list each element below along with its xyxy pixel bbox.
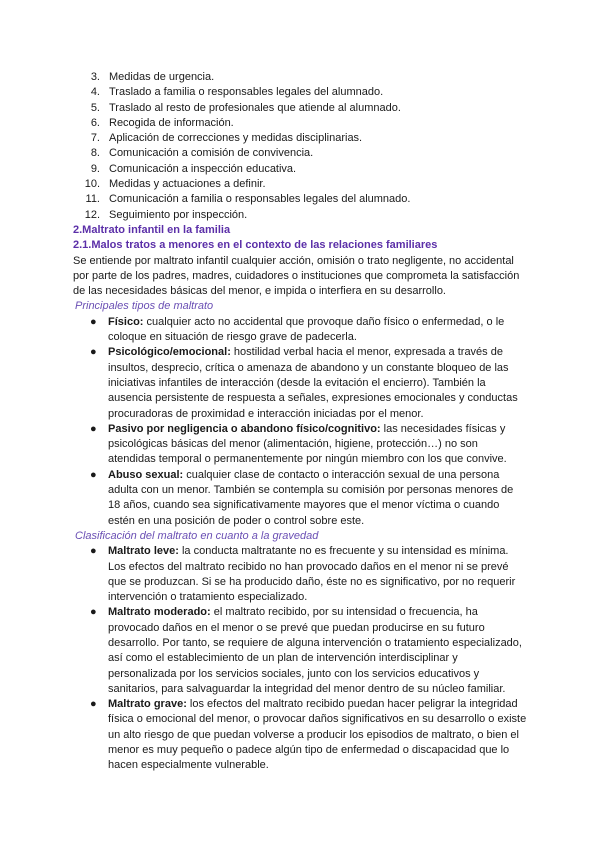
- list-item: [73, 422, 528, 468]
- step-text: Seguimiento por inspección.: [109, 208, 248, 221]
- step-text: Medidas de urgencia.: [109, 71, 215, 83]
- step-text: Comunicación a inspección educativa.: [109, 162, 297, 175]
- item-desc: las necesidades físicas y psicológicas básicas del menor (alimentación, higiene, protección…) no son atendidas temporal o permanentemente por ningún miembro con los que convive.: [108, 422, 507, 466]
- types-list: [73, 315, 528, 529]
- step-text: Comunicación a familia o responsables legales del alumnado.: [109, 193, 411, 206]
- bullet-icon: ●: [90, 606, 97, 619]
- step-text: Medidas y actuaciones a definir.: [109, 178, 266, 191]
- item-term: Físico:: [108, 315, 144, 328]
- bullet-icon: ●: [90, 315, 97, 328]
- step-text: Traslado al resto de profesionales que atiende al alumnado.: [109, 101, 401, 114]
- list-item: 11. Comunicación a familia o responsables legales del alumnado.: [85, 193, 411, 206]
- list-item: 3. Medidas de urgencia.: [90, 71, 215, 83]
- list-item: [73, 468, 528, 529]
- item-desc: la conducta maltratante no es frecuente y su intensidad es mínima. Los efectos del maltrato recibido no han provocado daños en el menor ni se prevé que se produzcan. Si se ha producido daño, éste no es significativo, por no requerir intervención o tratamiento especializado.: [108, 545, 516, 604]
- bullet-icon: ●: [90, 346, 97, 359]
- severity-list: [73, 544, 528, 773]
- step-text: Traslado a familia o responsables legales del alumnado.: [109, 86, 384, 99]
- bullet-icon: ●: [90, 545, 97, 558]
- step-text: Aplicación de correcciones y medidas disciplinarias.: [109, 132, 363, 145]
- list-item: 12. Seguimiento por inspección.: [84, 208, 248, 221]
- bullet-icon: ●: [90, 698, 97, 711]
- bullet-icon: ●: [90, 422, 97, 435]
- list-item: [73, 315, 528, 346]
- item-term: Maltrato grave:: [108, 698, 187, 711]
- step-text: Comunicación a comisión de convivencia.: [109, 147, 314, 160]
- list-item: [73, 605, 528, 697]
- bullet-icon: ●: [90, 468, 97, 481]
- list-item: 8. Comunicación a comisión de convivencia.: [90, 147, 314, 160]
- item-desc: cualquier acto no accidental que provoque daño físico o enfermedad, o le coloque en situación de riesgo grave de padecerla.: [108, 315, 505, 344]
- item-term: Psicológico/emocional:: [108, 346, 231, 359]
- item-desc: los efectos del maltrato recibido puedan hacer peligrar la integridad física o emocional del menor, o provocar daños significativos en su desarrollo o existe un alto riesgo de que puedan volverse a producir los episodios de maltrato, o bien el menor es muy pequeño o padece algún tipo de enfermedad o discapacidad que lo hacen especialmente vulnerable.: [108, 698, 527, 772]
- list-item: [73, 345, 528, 421]
- list-item: 4. Traslado a familia o responsables legales del alumnado.: [90, 86, 384, 99]
- item-desc: el maltrato recibido, por su intensidad o frecuencia, ha provocado daños en el menor o se prevé que puedan producirse en su futuro desarrollo. Por tanto, se requiere de alguna intervención o tratamiento especializado, así como el establecimiento de un plan de intervención interdisciplinar y personalizada por los servicios sociales, junto con los servicios educativos y sanitarios, para salvaguardar la integridad del menor dentro de su núcleo familiar.: [108, 606, 522, 695]
- section-heading: 2.Maltrato infantil en la familia: [73, 223, 231, 236]
- list-item: 6. Recogida de información.: [90, 116, 234, 129]
- intro-paragraph: Se entiende por maltrato infantil cualquier acción, omisión o trato negligente, no accidental por parte de los padres, madres, cuidadores o instituciones que comprometa la satisfacción de las necesidades básicas del menor, e impida o interfiera en su desarrollo.: [73, 254, 520, 298]
- list-item: 9. Comunicación a inspección educativa.: [90, 162, 297, 175]
- types-subtitle: Principales tipos de maltrato: [75, 300, 214, 313]
- item-term: Maltrato moderado:: [108, 606, 211, 619]
- list-item: [73, 544, 528, 605]
- severity-subtitle: Clasificación del maltrato en cuanto a la gravedad: [75, 529, 319, 542]
- step-text: Recogida de información.: [109, 116, 234, 129]
- protocol-steps-list: [73, 70, 528, 223]
- item-term: Pasivo por negligencia o abandono físico/cognitivo:: [108, 422, 381, 435]
- item-desc: cualquier clase de contacto o interacción sexual de una persona adulta con un menor. También se contempla su comisión por personas menores de 18 años, cuando sea significativamente mayores que el menor víctima o cuando estén en una posición de poder o control sobre este.: [108, 468, 514, 527]
- subsection-heading: 2.1.Malos tratos a menores en el contexto de las relaciones familiares: [73, 239, 438, 252]
- list-item: 10. Medidas y actuaciones a definir.: [84, 178, 266, 191]
- item-desc: hostilidad verbal hacia el menor, expresada a través de insultos, desprecio, crítica o amenaza de abandono y un constante bloqueo de las iniciativas infantiles de interacción (desde la evitación el encierro). También la ausencia persistente de respuesta a señales, expresiones emocionales y conductas procuradoras de proximidad e interacción iniciadas por el menor.: [108, 346, 518, 420]
- document-content: [73, 70, 528, 774]
- list-item: 5. Traslado al resto de profesionales que atiende al alumnado.: [90, 101, 401, 114]
- list-item: 7. Aplicación de correcciones y medidas disciplinarias.: [90, 132, 363, 145]
- item-term: Maltrato leve:: [108, 545, 179, 558]
- item-term: Abuso sexual:: [108, 468, 184, 481]
- list-item: [73, 697, 528, 773]
